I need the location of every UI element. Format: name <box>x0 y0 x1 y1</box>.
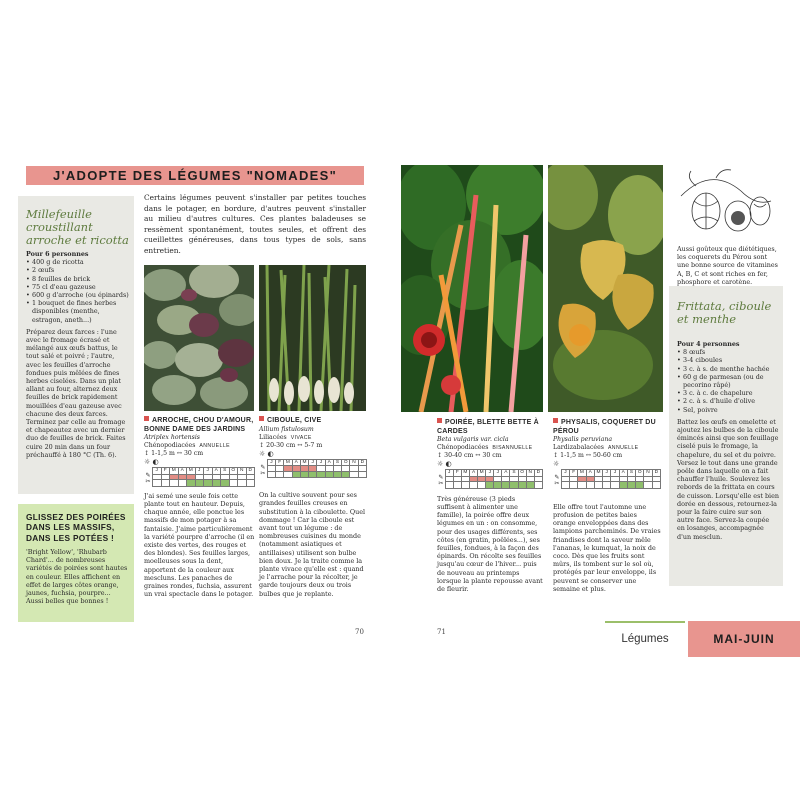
month-label: M <box>478 470 486 477</box>
harvest-cell <box>300 471 308 478</box>
month-label: S <box>221 468 230 475</box>
month-label: F <box>453 470 461 477</box>
calendar: J F M A M J J A S O N D ✎ ✂ <box>553 469 661 489</box>
plant-family: Chénopodiacées BISANNUELLE <box>437 444 533 452</box>
month-label: A <box>619 470 627 477</box>
plant-name: CIBOULE, CIVE <box>259 416 367 426</box>
harvest-cell <box>494 482 502 489</box>
sun-icon: ☼ ◐ <box>437 460 452 469</box>
month-label: J <box>267 459 275 466</box>
ingredient-item: • Sel, poivre <box>677 406 779 414</box>
recipe-box-left <box>18 196 134 494</box>
tip-title: GLISSEZ DES POIRÉES DANS LES MASSIFS, DANS LES POTÉES ! <box>26 512 126 543</box>
harvest-cell <box>470 482 478 489</box>
harvest-cell <box>284 471 292 478</box>
recipe-box-right <box>669 286 783 586</box>
plant-card-ciboule <box>259 416 367 598</box>
harvest-cell <box>161 480 170 487</box>
month-label: F <box>570 470 578 477</box>
month-label: F <box>161 468 170 475</box>
month-label: N <box>350 459 358 466</box>
month-label: M <box>300 459 308 466</box>
month-label: J <box>317 459 325 466</box>
month-label: D <box>652 470 660 477</box>
plant-name: POIRÉE, BLETTE BETTE À CARDES <box>437 419 539 435</box>
ingredient-item: • 8 œufs <box>677 348 779 356</box>
harvest-cell <box>578 482 586 489</box>
sun-icon: ☼ <box>553 460 560 469</box>
photo-poiree <box>401 165 543 412</box>
recipe-method: Battez les œufs en omelette et ajoutez les bulbes de la ciboule émincés ainsi que son feuillage ciselé puis le fromage, la chapelure, du sel et du poivre. Versez le tout dans une grande poêle dans laquelle on a fait chauffer l'huile. Soulevez les rebords de la frittata en cours de cuisson. Lorsqu'elle est bien dorée en dessous, retournez-la pour la faire cuire sur son autre face. Servez-la coupée en losanges, accompagnée d'un mesclun. <box>677 417 779 541</box>
harvest-cell <box>502 482 510 489</box>
month-label: F <box>276 459 284 466</box>
harvest-cell <box>309 471 317 478</box>
harvest-cell <box>534 482 542 489</box>
recipe-title: Frittata, ciboule et menthe <box>677 299 772 326</box>
sun-icon: ☼ ◐ <box>144 458 159 467</box>
ingredient-item: • 3 c. à c. de chapelure <box>677 389 779 397</box>
harvest-cell <box>333 471 341 478</box>
harvest-cell <box>153 480 162 487</box>
plant-family: Liliacées VIVACE <box>259 433 312 441</box>
ingredient-item: • 1 bouquet de fines herbes disponibles (menthe, estragon, aneth...) <box>26 299 130 324</box>
plant-dimensions: ↕ 30-40 cm ↔ 30 cm <box>437 452 502 460</box>
plant-text: On la cultive souvent pour ses grandes feuilles creuses en substitution à la ciboulette. Quel dommage ! Car la ciboule est avant tout un légume : de nombreuses cuisines du monde (notamment asiatiques et antillaises) utilisent son bulbe bien doux. Je la traite comme la plante vivace qu'elle est : quand je l'arrache pour la récolter, je garde toujours deux ou trois bulbes que je replante. <box>259 491 366 598</box>
tip-text: 'Bright Yellow', 'Rhubarb Chard'... de nombreuses variétés de poirées sont hautes en couleur. Elles affichent en effet de larges côtes orange, jaunes, fuchsia, pourpre... Aussi belles que bonnes ! <box>26 548 128 606</box>
month-label: O <box>518 470 526 477</box>
ingredient-item: • 3 c. à s. de menthe hachée <box>677 365 779 373</box>
section-tab-legumes: Légumes <box>605 621 685 659</box>
plant-name: PHYSALIS, COQUERET DU PÉROU <box>553 419 656 435</box>
harvest-cell <box>238 480 247 487</box>
month-label: J <box>309 459 317 466</box>
harvest-cell <box>526 482 534 489</box>
physalis-sketch-illustration <box>676 166 776 238</box>
month-label: J <box>603 470 611 477</box>
harvest-cell <box>267 471 275 478</box>
photo-ciboule <box>259 265 366 411</box>
plant-text: J'ai semé une seule fois cette plante tout en hauteur. Depuis, chaque année, elle ponctue les massifs de mon potager à sa fantaisie. J'aime particulièrement la variété pourpre d'arroche (il en existe des vertes, des rouges et des blondes). Ses feuilles larges, moelleuses sous la dent, apportent de la couleur aux mescluns. Les panaches de graines rondes, fuchsia, assurent un vrai spectacle dans le potager. <box>144 491 255 599</box>
harvest-cell <box>229 480 238 487</box>
month-label: D <box>358 459 366 466</box>
harvest-cell <box>561 482 569 489</box>
recipe-servings: Pour 6 personnes <box>26 250 89 258</box>
month-label: M <box>461 470 469 477</box>
harvest-cell <box>178 480 187 487</box>
plant-text: Elle offre tout l'automne une profusion de petites baies orange enveloppées dans des lampions parcheminés. De vraies friandises dont la saveur mêle l'ananas, le kumquat, la noix de coco. Dès que les fruits sont mûrs, ils tombent sur le sol où, protégés par leur enveloppe, ils peuvent se conserver une semaine et plus. <box>553 502 661 593</box>
month-label: D <box>246 468 255 475</box>
plant-card-arroche <box>144 416 256 598</box>
recipe-method: Préparez deux farces : l'une avec le fromage écrasé et mélangé aux œufs battus, le tout salé et poivré ; l'autre, avec les feuilles d'arroche fondues puis mêlées de fines herbes ciselées. Dans un plat allant au four, alternez deux feuilles de brick rapidement mouillées d'eau gazeuse avec chacune des deux farces. Terminez par celle au fromage et chapeautez avec un dernier duo de feuilles de brick. Faites cuire 20 min dans un four préchauffé à 180 °C (Th. 6). <box>26 327 126 459</box>
sun-icon: ☼ ◐ <box>259 449 274 458</box>
month-label: A <box>502 470 510 477</box>
plant-card-physalis <box>553 418 661 593</box>
month-label: O <box>342 459 350 466</box>
photo-arroche <box>144 265 254 411</box>
harvest-cell <box>486 482 494 489</box>
harvest-cell <box>570 482 578 489</box>
harvest-cell <box>342 471 350 478</box>
ingredient-item: • 75 cl d'eau gazeuse <box>26 283 130 291</box>
harvest-cell <box>445 482 453 489</box>
recipe-title: Millefeuille croustillant arroche et ricotta <box>26 207 129 247</box>
recipe-body <box>26 250 130 463</box>
month-label: N <box>238 468 247 475</box>
month-label: O <box>229 468 238 475</box>
harvest-cell <box>204 480 213 487</box>
harvest-cell <box>453 482 461 489</box>
harvest-cell <box>586 482 594 489</box>
ingredient-item: • 400 g de ricotta <box>26 258 130 266</box>
month-label: A <box>292 459 300 466</box>
plant-latin: Physalis peruviana <box>553 436 613 444</box>
calendar: J F M A M J J A S O N D ✎ ✂ <box>437 469 543 489</box>
month-label: M <box>284 459 292 466</box>
month-label: J <box>494 470 502 477</box>
month-label: J <box>153 468 162 475</box>
month-label: A <box>178 468 187 475</box>
plant-name: ARROCHE, CHOU D'AMOUR, BONNE DAME DES JARDINS <box>144 417 254 433</box>
month-label: J <box>195 468 204 475</box>
plant-dimensions: ↕ 1-1,5 m ↔ 50-60 cm <box>553 452 623 460</box>
harvest-cell <box>652 482 660 489</box>
harvest-cell <box>292 471 300 478</box>
harvest-cell <box>619 482 627 489</box>
plant-text: Très généreuse (3 pieds suffisent à alimenter une famille), la poirée offre deux légumes en un : on consomme, pour des usages différents, ses côtes (en gratin, poêlées...), ses feuilles, fondues, à la façon des épinards. On récolte ses feuilles jusqu'au cœur de l'hiver... puis de nouveau au printemps lorsque la plante repousse avant de fleurir. <box>437 494 543 593</box>
harvest-cell <box>317 471 325 478</box>
harvest-cell <box>611 482 619 489</box>
harvest-cell <box>518 482 526 489</box>
harvest-cell <box>212 480 221 487</box>
ingredient-list <box>677 348 779 414</box>
harvest-cell <box>478 482 486 489</box>
month-label: S <box>627 470 635 477</box>
month-label: S <box>333 459 341 466</box>
month-label: A <box>586 470 594 477</box>
harvest-cell <box>221 480 230 487</box>
month-label: J <box>561 470 569 477</box>
page-number-left: 70 <box>355 628 364 636</box>
month-label: M <box>578 470 586 477</box>
month-label: N <box>526 470 534 477</box>
harvest-cell <box>461 482 469 489</box>
month-label: A <box>470 470 478 477</box>
harvest-cell <box>276 471 284 478</box>
plant-family: Lardizabalacées ANNUELLE <box>553 444 639 452</box>
tip-box <box>18 504 134 622</box>
month-label: D <box>534 470 542 477</box>
plant-latin: Allium fistulosum <box>259 425 314 433</box>
plant-dimensions: ↕ 20-30 cm ↔ 5-7 m <box>259 441 323 449</box>
ingredient-item: • 60 g de parmesan (ou de pecorino râpé) <box>677 373 779 389</box>
calendar: J F M A M J J A S O N D ✎ ✂ <box>144 467 255 487</box>
month-label: J <box>611 470 619 477</box>
harvest-cell <box>644 482 652 489</box>
season-tab: MAI-JUIN <box>688 621 800 657</box>
harvest-cell <box>627 482 635 489</box>
harvest-cell <box>350 471 358 478</box>
harvest-cell <box>358 471 366 478</box>
month-label: M <box>594 470 602 477</box>
ingredient-item: • 2 c. à s. d'huile d'olive <box>677 397 779 405</box>
month-label: J <box>204 468 213 475</box>
month-label: S <box>510 470 518 477</box>
plant-latin: Beta vulgaris var. cicla <box>437 436 509 444</box>
plant-card-poiree <box>437 418 543 593</box>
month-label: J <box>445 470 453 477</box>
recipe-body <box>677 340 779 545</box>
recipe-servings: Pour 4 personnes <box>677 340 740 348</box>
month-label: N <box>644 470 652 477</box>
plant-latin: Atriplex hortensis <box>144 434 200 442</box>
harvest-cell <box>195 480 204 487</box>
harvest-cell <box>594 482 602 489</box>
page-title-banner: J'ADOPTE DES LÉGUMES "NOMADES" <box>26 166 364 185</box>
harvest-cell <box>246 480 255 487</box>
harvest-cell <box>636 482 644 489</box>
month-label: O <box>636 470 644 477</box>
physalis-note: Aussi goûteux que diététiques, les coquerets du Pérou sont une bonne source de vitamines A, B, C et sont riches en fer, phosphore et carotène. <box>677 245 778 286</box>
harvest-cell <box>325 471 333 478</box>
plant-family: Chénopodiacées ANNUELLE <box>144 442 230 450</box>
harvest-cell <box>170 480 179 487</box>
calendar: J F M A M J J A S O N D ✎ ✂ <box>259 459 367 479</box>
photo-physalis <box>548 165 663 412</box>
ingredient-list <box>26 258 130 324</box>
plant-dimensions: ↕ 1-1,5 m ↔ 30 cm <box>144 450 204 458</box>
harvest-cell <box>187 480 196 487</box>
ingredient-item: • 600 g d'arroche (ou épinards) <box>26 291 130 299</box>
month-label: A <box>325 459 333 466</box>
month-label: M <box>187 468 196 475</box>
harvest-cell <box>510 482 518 489</box>
ingredient-item: • 2 œufs <box>26 266 130 274</box>
intro-paragraph: Certains légumes peuvent s'installer par petites touches dans le potager, en bordure, d'autres peuvent s'installer au milieu d'autres cultures. Ces plantes baladeuses se ressèment spontanément, toutes seules, et offrent des cueillettes généreuses, dans tous types de sols, sans entretien. <box>144 193 366 255</box>
ingredient-item: • 3-4 ciboules <box>677 356 779 364</box>
ingredient-item: • 8 feuilles de brick <box>26 275 130 283</box>
month-label: J <box>486 470 494 477</box>
page-number-right: 71 <box>437 628 446 636</box>
month-label: A <box>212 468 221 475</box>
harvest-cell <box>603 482 611 489</box>
month-label: M <box>170 468 179 475</box>
